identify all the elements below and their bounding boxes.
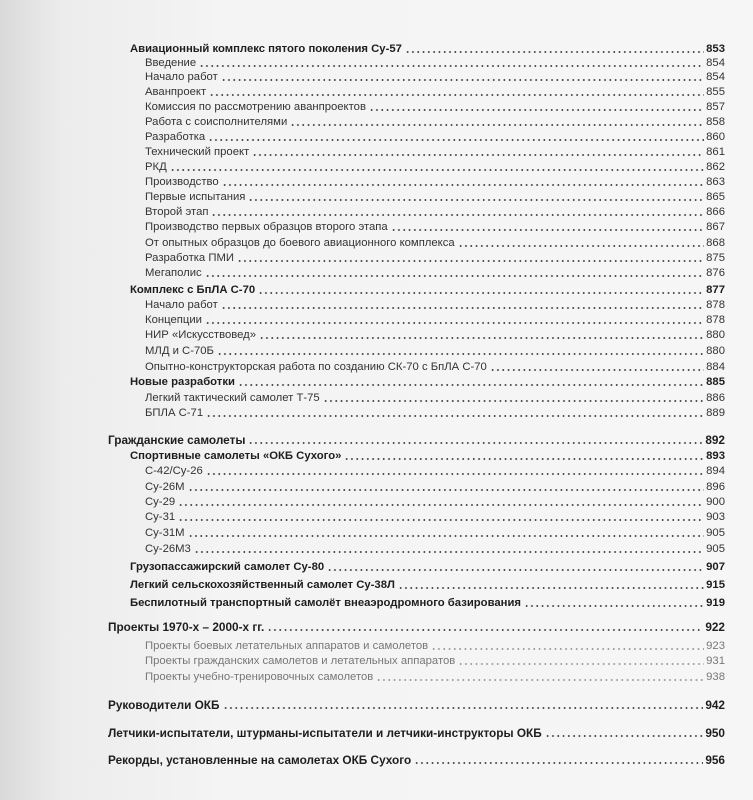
toc-chapter [130,595,725,610]
toc-entry-page: 880 [706,345,725,357]
toc-entry-page: 893 [706,450,725,462]
toc-entry [145,653,725,668]
toc-entry-page: 885 [706,376,725,388]
dot-leader [222,178,704,187]
toc-entry-title: Работа с соисполнителями [145,116,288,128]
toc-section [108,752,725,767]
toc-entry [145,638,725,653]
toc-entry-title: Технический проект [145,146,250,158]
toc-entry-title: Беспилотный транспортный самолёт внеаэродромного базирования [130,597,522,609]
toc-entry [145,159,725,174]
toc-entry [145,144,725,159]
toc-entry-page: 853 [706,43,725,55]
dot-leader [248,436,703,445]
dot-leader [490,363,704,372]
dot-leader [238,378,704,387]
toc-entry-page: 855 [706,86,725,98]
toc-section [108,697,725,712]
dot-leader [223,701,704,710]
toc-entry-page: 877 [706,284,725,296]
toc-entry [145,99,725,114]
toc-entry-page: 862 [706,161,725,173]
dot-leader [206,467,704,476]
toc-entry-title: Комплекс с БпЛА С-70 [130,284,256,296]
dot-leader [344,452,704,461]
dot-leader [194,545,704,554]
toc-entry [145,669,725,684]
dot-leader [221,73,704,82]
toc-entry-title: Разработка ПМИ [145,252,235,264]
dot-leader [205,316,704,325]
toc-entry-title: Проекты гражданских самолетов и летательных аппаратов [145,655,456,667]
toc-entry-page: 880 [706,329,725,341]
dot-leader [524,599,704,608]
dot-leader [405,45,704,54]
dot-leader [458,657,704,666]
toc-entry [145,343,725,358]
toc-chapter [130,559,725,574]
toc-chapter [130,577,725,592]
toc-entry-page: 886 [706,392,725,404]
toc-entry-page: 915 [706,579,725,591]
toc-entry [145,541,725,556]
dot-leader [248,193,704,202]
toc-section [108,725,725,740]
toc-entry-title: Введение [145,57,197,69]
toc-entry-page: 923 [706,640,725,652]
dot-leader [206,409,704,418]
toc-entry [145,204,725,219]
toc-entry-title: МЛД и С-70Б [145,345,214,357]
dot-leader [178,498,704,507]
toc-entry-page: 894 [706,465,725,477]
dot-leader [458,239,704,248]
toc-chapter [130,282,725,297]
dot-leader [237,254,704,263]
toc-entry-page: 878 [706,299,725,311]
toc-entry-page: 938 [706,671,725,683]
dot-leader [211,208,704,217]
dot-leader [188,529,705,538]
toc-entry-title: Новые разработки [130,376,235,388]
toc-chapter [130,374,725,389]
toc-entry-title: Первые испытания [145,191,246,203]
toc-entry-page: 905 [706,527,725,539]
toc-entry-page: 866 [706,206,725,218]
dot-leader [545,729,704,738]
toc-entry-title: Су-29 [145,496,176,508]
toc-entry-page: 905 [706,543,725,555]
dot-leader [199,59,704,68]
toc-entry-page: 922 [705,620,725,634]
toc-entry-page: 863 [706,176,725,188]
toc-entry-page: 861 [706,146,725,158]
toc-entry-title: Су-31 [145,511,176,523]
toc-entry-title: Су-26М3 [145,543,191,555]
toc-entry [145,250,725,265]
toc-chapter [130,41,725,56]
toc-entry-title: Комиссия по рассмотрению аванпроектов [145,101,366,113]
toc-entry-page: 865 [706,191,725,203]
toc-entry-title: С-42/Су-26 [145,465,203,477]
toc-entry-page: 867 [706,221,725,233]
toc-entry-page: 857 [706,101,725,113]
toc-entry-title: Производство первых образцов второго этапа [145,221,388,233]
toc-entry [145,525,725,540]
toc-entry [145,463,725,478]
toc-entry-page: 931 [706,655,725,667]
toc-entry-title: Мегаполис [145,267,202,279]
dot-leader [267,623,703,632]
toc-entry-title: Авиационный комплекс пятого поколения Су-57 [130,43,402,55]
toc-entry-title: Легкий сельскохозяйственный самолет Су-38Л [130,579,395,591]
toc-entry-page: 884 [706,361,725,373]
toc-entry [145,479,725,494]
toc-entry-page: 919 [706,597,725,609]
toc-entry [145,84,725,99]
toc-entry [145,219,725,234]
toc-entry-page: 907 [706,561,725,573]
dot-leader [323,394,704,403]
dot-leader [376,673,704,682]
toc-entry-page: 876 [706,267,725,279]
toc-entry-title: НИР «Искусствовед» [145,329,257,341]
dot-leader [252,148,704,157]
dot-leader [259,331,704,340]
toc-entry [145,174,725,189]
toc-entry [145,114,725,129]
toc-section [108,619,725,634]
toc-entry-title: Проекты учебно-тренировочных самолетов [145,671,374,683]
toc-entry-page: 860 [706,131,725,143]
toc-entry-title: Су-26М [145,481,185,493]
toc-entry-title: Легкий тактический самолет Т-75 [145,392,320,404]
toc-entry [145,327,725,342]
toc-entry-title: Рекорды, установленные на самолетах ОКБ Сухого [108,753,412,767]
dot-leader [327,563,704,572]
toc-entry [145,129,725,144]
toc-entry-title: Спортивные самолеты «ОКБ Сухого» [130,450,342,462]
toc-entry-title: От опытных образцов до боевого авиационного комплекса [145,237,455,249]
toc-entry-title: Аванпроект [145,86,207,98]
toc-entry [145,235,725,250]
toc-entry-title: Проекты боевых летательных аппаратов и самолетов [145,640,429,652]
toc-entry-title: РКД [145,161,167,173]
toc-entry-page: 896 [706,481,725,493]
toc-entry-page: 892 [705,433,725,447]
dot-leader [369,103,704,112]
toc-entry-page: 854 [706,57,725,69]
toc-entry-page: 900 [706,496,725,508]
toc-section [108,432,725,447]
toc-entry [145,55,725,70]
toc-entry-title: Второй этап [145,206,209,218]
dot-leader [209,88,704,97]
toc-entry [145,405,725,420]
toc-entry-title: Начало работ [145,71,218,83]
dot-leader [258,286,704,295]
toc-entry-title: Проекты 1970-х – 2000-х гг. [108,620,265,634]
toc-entry-page: 889 [706,407,725,419]
toc-entry-page: 878 [706,314,725,326]
toc-entry-title: Разработка [145,131,206,143]
dot-leader [391,223,704,232]
toc-entry-page: 868 [706,237,725,249]
toc-entry-page: 854 [706,71,725,83]
toc-entry-title: БПЛА С-71 [145,407,204,419]
dot-leader [208,133,704,142]
toc-entry-title: Производство [145,176,219,188]
dot-leader [188,483,705,492]
toc-entry [145,69,725,84]
toc-entry-title: Начало работ [145,299,218,311]
dot-leader [398,581,704,590]
toc-entry [145,509,725,524]
toc-entry [145,312,725,327]
dot-leader [290,118,704,127]
toc-chapter [130,448,725,463]
toc-entry-title: Концепции [145,314,202,326]
dot-leader [217,347,704,356]
dot-leader [205,269,704,278]
dot-leader [431,642,704,651]
toc-entry-page: 875 [706,252,725,264]
dot-leader [414,756,703,765]
dot-leader [170,163,704,172]
toc-entry-title: Летчики-испытатели, штурманы-испытатели и летчики-инструкторы ОКБ [108,726,542,740]
toc-entry-title: Су-31М [145,527,185,539]
toc-entry-page: 950 [705,726,725,740]
dot-leader [178,513,704,522]
toc-entry [145,390,725,405]
toc-entry-page: 942 [705,698,725,712]
toc-entry-page: 858 [706,116,725,128]
toc-entry-title: Гражданские самолеты [108,433,246,447]
toc-entry-title: Опытно-конструкторская работа по созданию СК-70 с БпЛА С-70 [145,361,487,373]
toc-entry [145,265,725,280]
dot-leader [221,301,704,310]
toc-entry [145,189,725,204]
toc-entry-page: 903 [706,511,725,523]
toc-entry [145,297,725,312]
toc-entry [145,359,725,374]
toc-entry-title: Руководители ОКБ [108,698,220,712]
toc-entry-title: Грузопассажирский самолет Су-80 [130,561,325,573]
toc-entry-page: 956 [705,753,725,767]
toc-entry [145,494,725,509]
